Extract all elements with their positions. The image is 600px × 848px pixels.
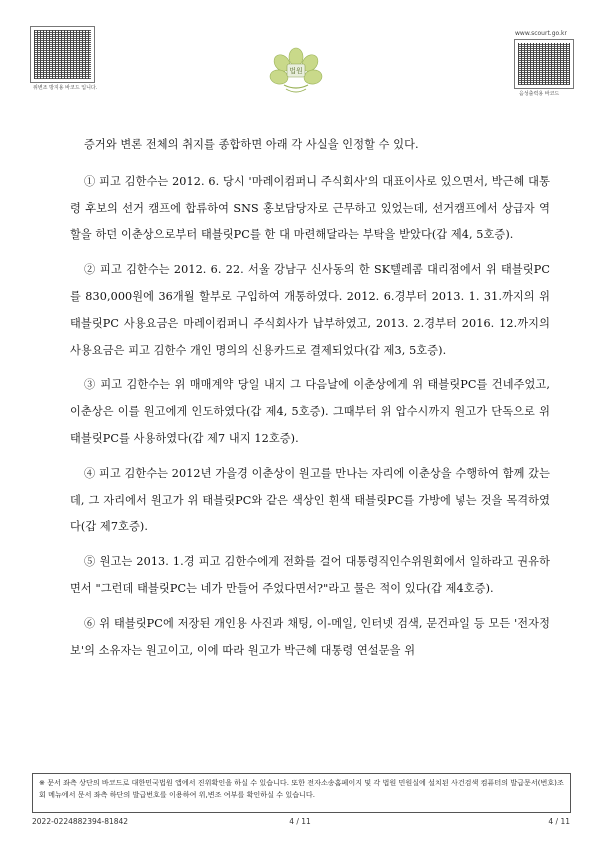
voice-output-barcode-caption: 음성출력용 바코드 [519, 91, 560, 97]
fact-paragraph-3: ③ 피고 김한수는 위 매매계약 당일 내지 그 다음날에 이춘상에게 위 태블릿PC를 건네주었고, 이춘상은 이를 원고에게 인도하였다(갑 제4, 5호증). 그때부터 위 압수시까지 원고가 단독으로 위 태블릿PC를 사용하였다(갑 제7 내지 12호증). [70, 378, 550, 445]
fact-paragraph-6: ⑥ 위 태블릿PC에 저장된 개인용 사진과 채팅, 이-메일, 인터넷 검색, 문건파일 등 모든 '전자정보'의 소유자는 원고이고, 이에 따라 원고가 박근혜 대통령 연설문을 위 [70, 616, 550, 657]
fact-paragraph-4: ④ 피고 김한수는 2012년 가을경 이춘상이 원고를 만나는 자리에 이춘상을 수행하여 함께 갔는데, 그 자리에서 원고가 위 태블릿PC와 같은 색상인 흰색 태블릿PC를 가방에 넣는 것을 목격하였다(갑 제7호증). [70, 466, 550, 534]
fact-paragraph-1: ① 피고 김한수는 2012. 6. 당시 '마레이컴퍼니 주식회사'의 대표이사로 있으면서, 박근혜 대통령 후보의 선거 캠프에 합류하여 SNS 홍보담당자로 근무하고 있었는데, 선거캠프에서 상급자 역할을 하던 이춘상으로부터 태블릿PC를 한 대 마련해달라는 부탁을 받았다(갑 제4, 5호증). [70, 174, 550, 242]
intro-paragraph: 증거와 변론 전체의 취지를 종합하면 아래 각 사실을 인정할 수 있다. [84, 138, 419, 151]
document-body [70, 132, 550, 672]
fact-paragraph-2: ② 피고 김한수는 2012. 6. 22. 서울 강남구 신사동의 한 SK텔레콤 대리점에서 위 태블릿PC를 830,000원에 36개월 할부로 구입하여 개통하였다. 2012. 6.경부터 2013. 1. 31.까지의 위 태블릿PC 사용요금은 마레이컴퍼니 주식회사가 납부하였고, 2013. 2.경부터 2016. 12.까지의 사용요금은 피고 김한수 개인 명의의 신용카드로 결제되었다(갑 제3, 5호증). [70, 263, 550, 357]
court-website-url: www.scourt.go.kr [515, 30, 567, 37]
verification-barcode [30, 26, 95, 83]
issuance-number: 2022-0224882394-81842 [32, 817, 129, 826]
verification-notice: ※ 문서 좌측 상단의 바코드로 대한민국법원 앱에서 진위확인을 하실 수 있습니다. 또한 전자소송홈페이지 및 각 법원 민원실에 설치된 사건검색 컴퓨터의 발급문서(번호)조회 메뉴에서 문서 좌측 하단의 발급번호를 이용하여 위,변조 여부를 확인하실 수 있습니다. [32, 773, 571, 813]
voice-output-barcode [514, 39, 574, 89]
seal-label: 법원 [289, 67, 303, 75]
fact-paragraph-5: ⑤ 원고는 2013. 1.경 피고 김한수에게 전화를 걸어 대통령직인수위원회에서 일하라고 권유하면서 "그런데 태블릿PC는 네가 만들어 주었다면서?"라고 물은 적이 있다(갑 제4호증). [70, 555, 550, 595]
verification-barcode-caption: 위변조 방지용 바코드 입니다. [33, 85, 98, 91]
page-number-center: 4 / 11 [289, 817, 311, 826]
page-number-right: 4 / 11 [548, 817, 570, 826]
